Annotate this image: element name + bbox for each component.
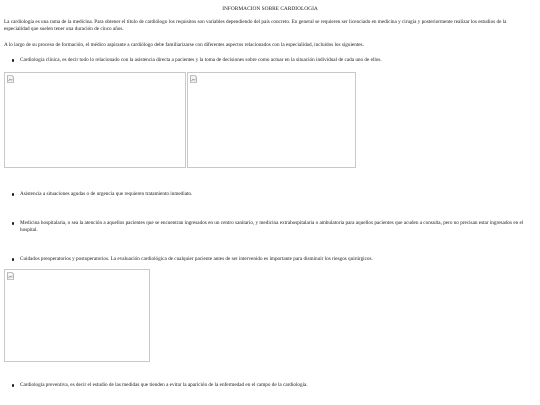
list-item: Cardiología preventiva, es decir el estudio de las medidas que tienden a evitar la aparición de la enfermedad en el campo de la cardiología. <box>20 382 530 389</box>
list-item: Asistencia a situaciones agudas o de urgencia que requieren tratamiento inmediato. <box>20 191 530 198</box>
list-item: Medicina hospitalaria, o sea la atención a aquellos pacientes que se encuentran ingresados en un centro sanitario, y medicina extrahospitalaria o ambulatoria para aquellos pacientes que acuden a consulta, pero no precisan estar ingresados en el hospital. <box>20 220 530 233</box>
list-item: Cuidados preoperatorios y postoperatorios. La evaluación cardiológica de cualquier paciente antes de ser intervenido es importante para disminuir los riesgos quirúrgicos. <box>20 256 530 263</box>
page-title: INFORMACION SOBRE CARDIOLOGIA <box>222 6 318 12</box>
intro-paragraph: La cardiología es una rama de la medicina. Para obtener el título de cardiólogo los requisitos son variables dependiendo del país concreto. En general se requieren ser licenciado en medicina y cirugía y posteriormente realizar los estudios de la especialidad que suelen tener una duración de cinco años. <box>4 19 507 32</box>
broken-image-icon <box>7 75 14 83</box>
lead-paragraph: A lo largo de su proceso de formación, el médico aspirante a cardiólogo debe familiarizarse con diferentes aspectos relacionados con la especialidad, incluidos los siguientes. <box>4 42 364 48</box>
broken-image-icon <box>7 272 14 280</box>
broken-image-2 <box>187 72 356 168</box>
list-item: Cardiología clínica, es decir todo lo relacionado con la asistencia directa a pacientes y la toma de decisiones sobre como actuar en la situación individual de cada uno de ellos. <box>20 57 530 64</box>
broken-image-icon <box>190 75 197 83</box>
broken-image-1 <box>4 72 186 168</box>
broken-image-3 <box>4 269 150 362</box>
